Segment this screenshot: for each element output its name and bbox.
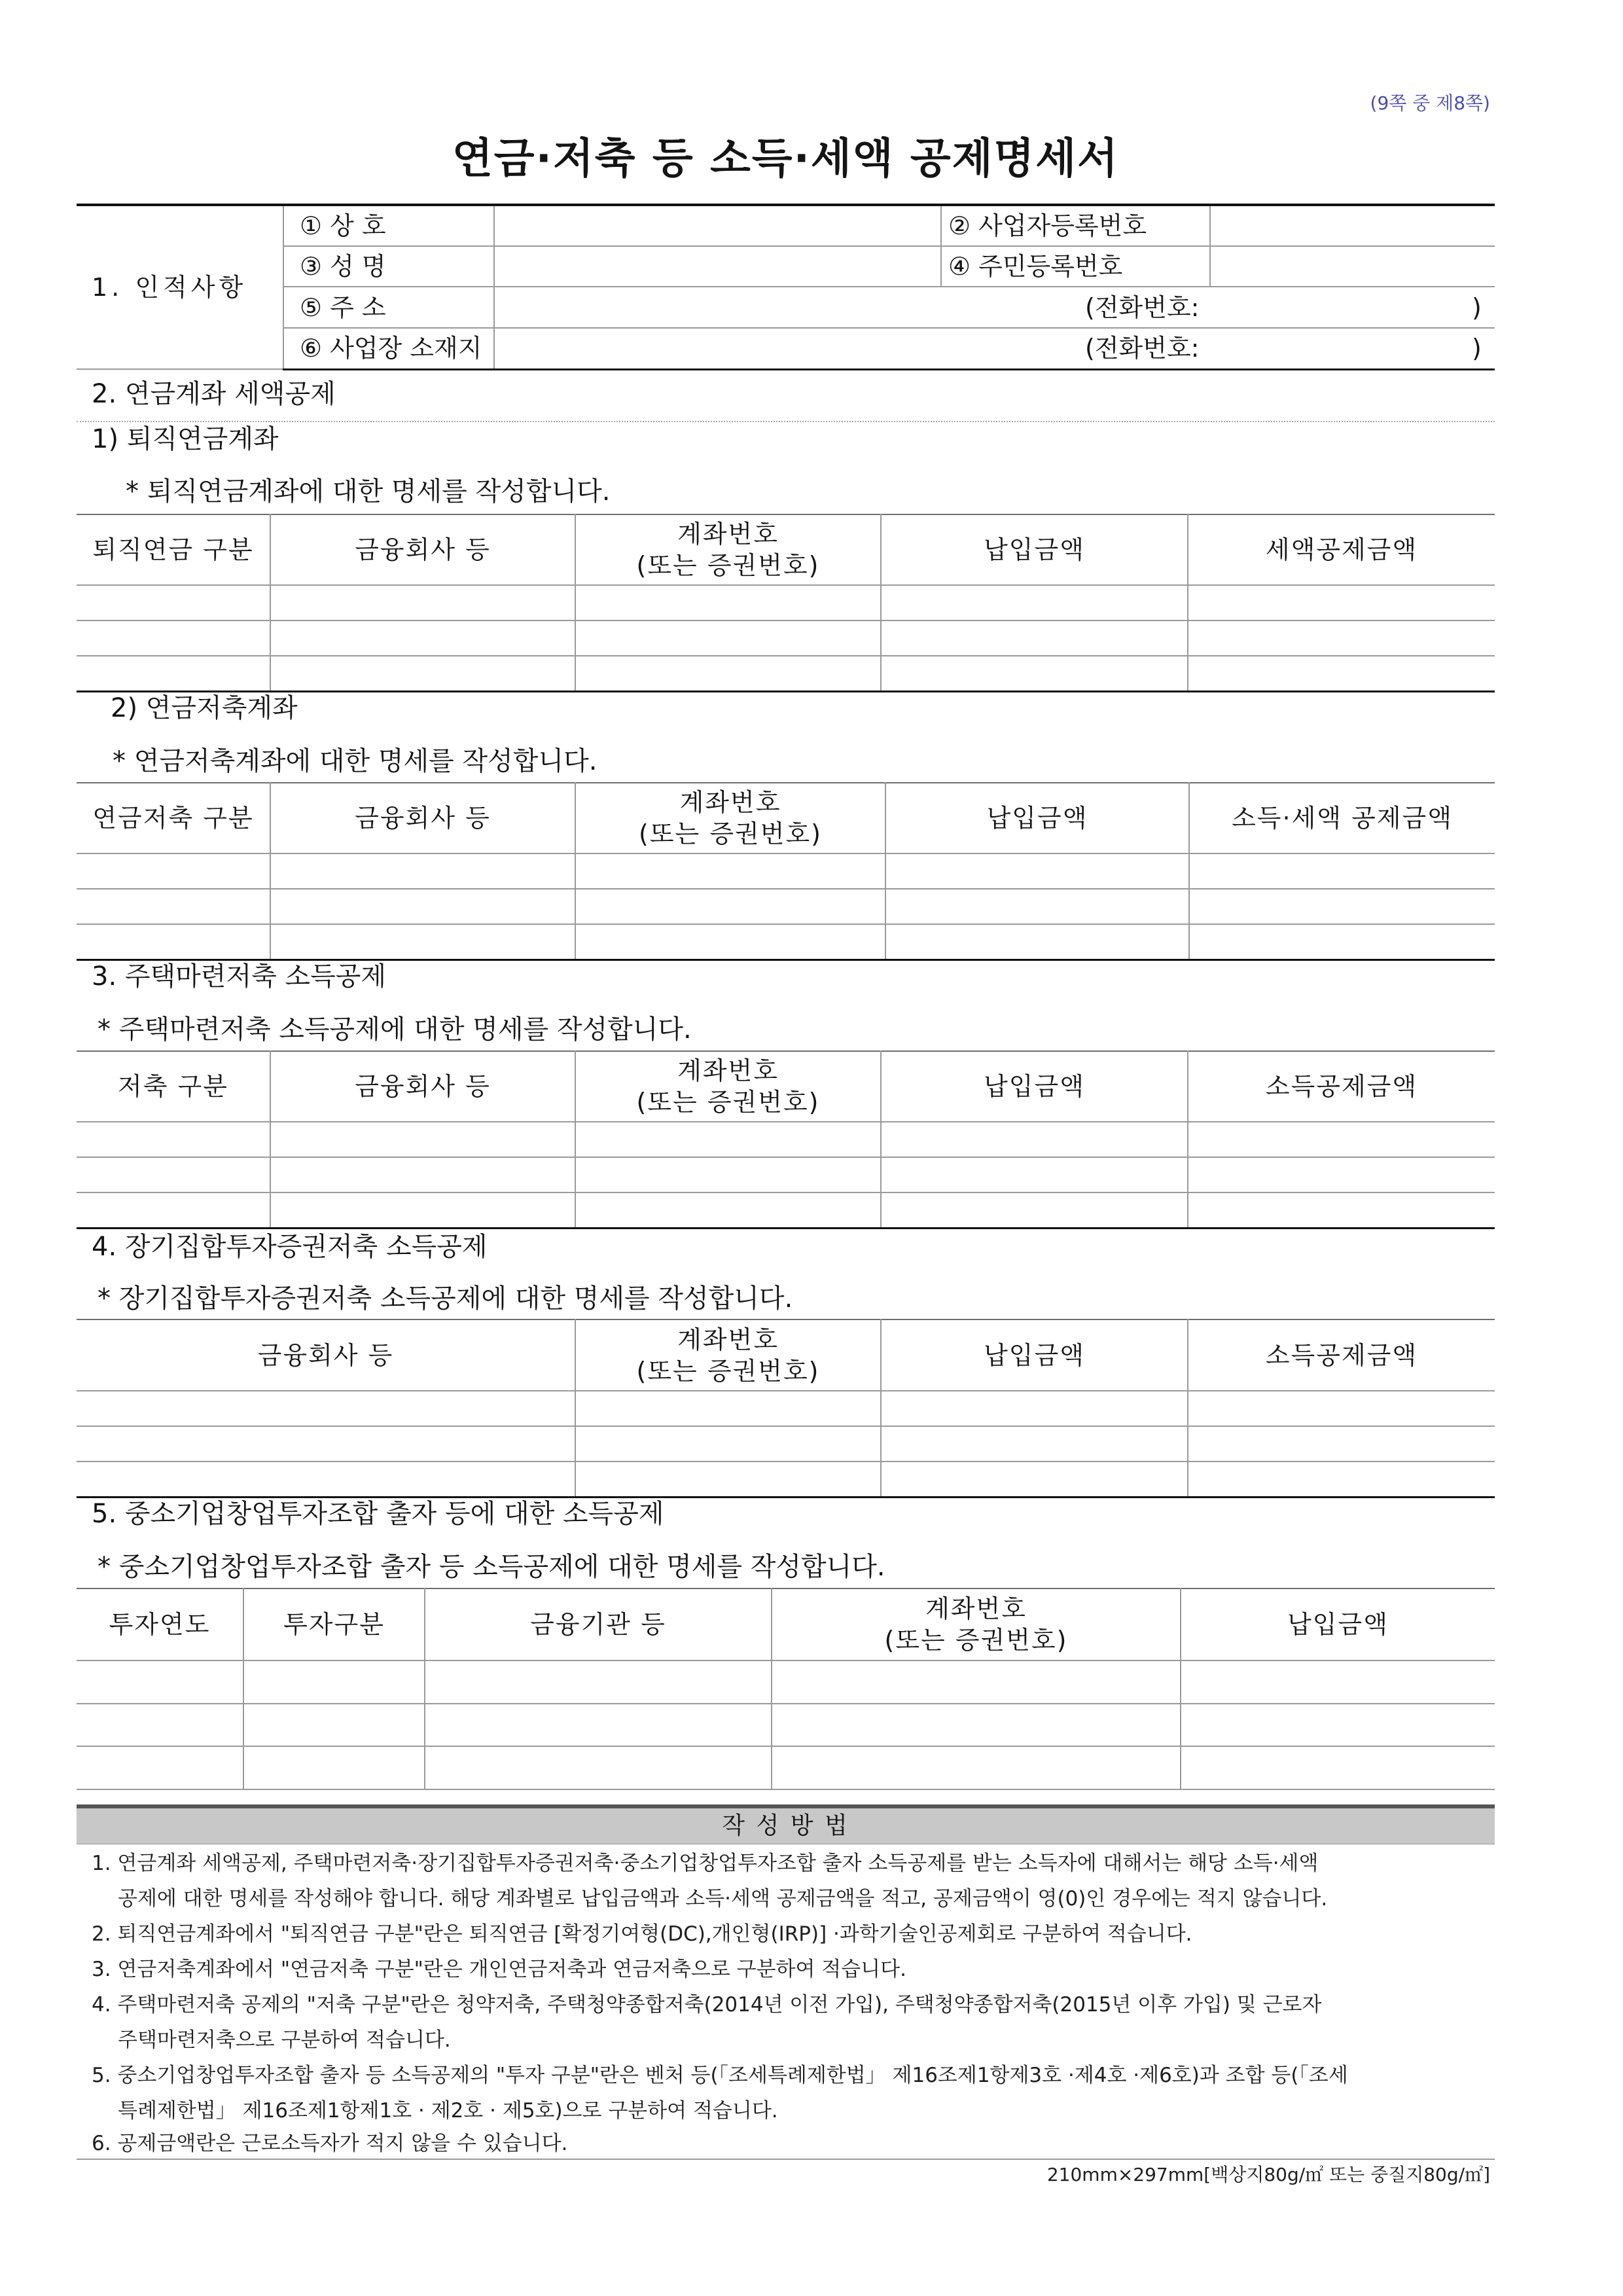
table-cell (1188, 1426, 1495, 1462)
income-tax-deduction-header: 소득·세액 공제금액 (1189, 783, 1495, 853)
pension-section-heading: 2. 연금계좌 세액공제 (92, 379, 336, 409)
table-cell (881, 1157, 1188, 1193)
retirement-pension-note: * 퇴직연금계좌에 대한 명세를 작성합니다. (126, 476, 611, 507)
instruction-item-5-line-2: 특례제한법」 제16조제1항제1호 · 제2호 · 제5호)으로 구분하여 적습니다. (118, 2099, 778, 2123)
tax-credit-amount-header: 세액공제금액 (1188, 514, 1495, 585)
table-cell (77, 1746, 243, 1789)
table-cell (270, 1122, 575, 1157)
sme-investment-section-heading: 5. 중소기업창업투자조합 출자 등에 대한 소득공제 (92, 1499, 664, 1529)
workplace-phone-label: (전화번호: (1085, 334, 1200, 363)
table-cell (77, 1426, 575, 1462)
table-row (77, 924, 1495, 960)
table-cell (772, 1704, 1181, 1746)
table-row (77, 1746, 1495, 1789)
table-row (77, 1157, 1495, 1193)
table-row (77, 1462, 1495, 1497)
table-cell (270, 620, 575, 656)
workplace-phone-close: ) (1472, 334, 1482, 363)
account-number-label: 계좌번호 (925, 1594, 1027, 1623)
personal-info-row (77, 328, 1495, 369)
account-number-sublabel: (또는 증권번호) (636, 1088, 820, 1117)
table-cell (1188, 656, 1495, 691)
table-header-row (77, 1588, 1495, 1660)
long-term-fund-note: * 장기집합투자증권저축 소득공제에 대한 명세를 작성합니다. (98, 1283, 793, 1314)
table-cell (270, 924, 575, 960)
table-row (77, 1391, 1495, 1426)
instruction-item-3: 3. 연금저축계좌에서 "연금저축 구분"란은 개인연금저축과 연금저축으로 구분하여 적습니다. (92, 1958, 906, 1981)
table-cell (270, 853, 575, 889)
personal-info-table (77, 204, 1495, 370)
table-cell (77, 585, 270, 620)
financial-company-header: 금융회사 등 (270, 514, 575, 585)
table-cell (1188, 1157, 1495, 1193)
table-cell (1188, 1122, 1495, 1157)
table-cell (1189, 889, 1495, 924)
address-phone-close: ) (1472, 293, 1482, 322)
workplace-phone-area (495, 329, 1495, 367)
address-field (494, 287, 1495, 328)
table-cell (243, 1660, 425, 1704)
investment-type-header: 투자구분 (243, 1588, 425, 1660)
table-cell (77, 889, 270, 924)
financial-institution-header: 금융기관 등 (425, 1588, 772, 1660)
payment-amount-header: 납입금액 (881, 514, 1188, 585)
table-row (77, 1193, 1495, 1228)
table-cell (575, 585, 881, 620)
table-cell (575, 853, 885, 889)
account-number-header (575, 1051, 881, 1122)
table-header-row (77, 1319, 1495, 1391)
personal-info-row (77, 246, 1495, 287)
housing-section-heading: 3. 주택마련저축 소득공제 (92, 961, 386, 992)
table-row (77, 585, 1495, 620)
table-row (77, 656, 1495, 691)
housing-savings-table (77, 1050, 1495, 1229)
table-cell (881, 1391, 1188, 1426)
table-cell (77, 1660, 243, 1704)
instruction-item-2: 2. 퇴직연금계좌에서 "퇴직연금 구분"란은 퇴직연금 [확정기여형(DC),개인형(IRP)] ·과학기술인공제회로 구분하여 적습니다. (92, 1922, 1192, 1946)
table-cell (772, 1660, 1181, 1704)
account-number-header (575, 514, 881, 585)
long-term-fund-table (77, 1319, 1495, 1498)
table-cell (425, 1660, 772, 1704)
address-label: ⑤ 주 소 (283, 287, 494, 328)
table-cell (575, 1122, 881, 1157)
table-cell (243, 1746, 425, 1789)
table-cell (270, 1193, 575, 1228)
address-phone-area (495, 289, 1495, 327)
housing-note: * 주택마련저축 소득공제에 대한 명세를 작성합니다. (98, 1014, 692, 1045)
table-cell (885, 853, 1189, 889)
table-cell (575, 1462, 881, 1497)
table-cell (243, 1704, 425, 1746)
table-cell (575, 656, 881, 691)
table-cell (881, 1193, 1188, 1228)
account-number-label: 계좌번호 (677, 520, 779, 548)
business-name-label: ① 상 호 (283, 205, 494, 246)
table-cell (1181, 1746, 1495, 1789)
table-cell (77, 1157, 270, 1193)
pension-savings-table (77, 782, 1495, 961)
account-number-label: 계좌번호 (679, 788, 781, 817)
financial-company-header: 금융회사 등 (270, 783, 575, 853)
form-title: 연금·저축 등 소득·세액 공제명세서 (452, 135, 1119, 183)
instruction-item-6: 6. 공제금액란은 근로소득자가 적지 않을 수 있습니다. (92, 2132, 568, 2155)
table-cell (575, 1193, 881, 1228)
table-cell (1189, 853, 1495, 889)
table-header-row (77, 783, 1495, 853)
retirement-pension-subheading: 1) 퇴직연금계좌 (92, 424, 279, 454)
table-cell (575, 1157, 881, 1193)
account-number-header (575, 1319, 881, 1391)
sme-investment-table (77, 1588, 1495, 1790)
income-deduction-header: 소득공제금액 (1188, 1319, 1495, 1391)
instruction-item-5-line-1: 5. 중소기업창업투자조합 출자 등 소득공제의 "투자 구분"란은 벤처 등(「조세특례제한법」 제16조제1항제3호 ·제4호 ·제6호)과 조합 등(「조세 (92, 2064, 1348, 2087)
savings-type-header: 연금저축 구분 (77, 783, 270, 853)
table-header-row (77, 1051, 1495, 1122)
table-cell (575, 620, 881, 656)
table-cell (1189, 924, 1495, 960)
table-cell (881, 1426, 1188, 1462)
table-cell (1188, 620, 1495, 656)
business-reg-no-field (1210, 205, 1495, 246)
table-cell (270, 656, 575, 691)
account-number-sublabel: (또는 증권번호) (884, 1626, 1068, 1655)
sme-investment-note: * 중소기업창업투자조합 출자 등 소득공제에 대한 명세를 작성합니다. (98, 1552, 885, 1582)
table-cell (885, 924, 1189, 960)
financial-company-header: 금융회사 등 (270, 1051, 575, 1122)
instruction-item-1-line-1: 1. 연금계좌 세액공제, 주택마련저축·장기집합투자증권저축·중소기업창업투자조합 출자 소득공제를 받는 소득자에 대해서는 해당 소득·세액 (92, 1852, 1319, 1875)
instruction-item-4-line-2: 주택마련저축으로 구분하여 적습니다. (118, 2028, 451, 2052)
table-cell (885, 889, 1189, 924)
table-cell (881, 1122, 1188, 1157)
name-label: ③ 성 명 (283, 246, 494, 287)
retirement-pension-table (77, 514, 1495, 692)
account-number-label: 계좌번호 (677, 1325, 779, 1354)
workplace-label: ⑥ 사업장 소재지 (283, 328, 494, 369)
table-cell (270, 585, 575, 620)
instruction-item-1-line-2: 공제에 대한 명세를 작성해야 합니다. 해당 계좌별로 납입금액과 소득·세액 공제금액을 적고, 공제금액이 영(0)인 경우에는 적지 않습니다. (118, 1887, 1328, 1910)
personal-info-row (77, 287, 1495, 328)
table-cell (1181, 1660, 1495, 1704)
instruction-item-4-line-1: 4. 주택마련저축 공제의 "저축 구분"란은 청약저축, 주택청약종합저축(2014년 이전 가입), 주택청약종합저축(2015년 이후 가입) 및 근로자 (92, 1993, 1322, 2017)
payment-amount-header: 납입금액 (885, 783, 1189, 853)
name-field (494, 246, 941, 287)
table-cell (77, 853, 270, 889)
payment-amount-header: 납입금액 (881, 1319, 1188, 1391)
table-cell (575, 889, 885, 924)
personal-info-row (77, 205, 1495, 246)
table-row (77, 1660, 1495, 1704)
table-cell (77, 924, 270, 960)
instructions-heading: 작 성 방 법 (77, 1804, 1495, 1844)
payment-amount-header: 납입금액 (1181, 1588, 1495, 1660)
table-row (77, 1122, 1495, 1157)
account-number-sublabel: (또는 증권번호) (639, 819, 822, 848)
table-cell (881, 656, 1188, 691)
financial-company-header: 금융회사 등 (77, 1319, 575, 1391)
account-number-sublabel: (또는 증권번호) (636, 1356, 820, 1386)
table-cell (77, 1193, 270, 1228)
account-number-header (575, 783, 885, 853)
business-name-field (494, 205, 941, 246)
table-cell (1181, 1704, 1495, 1746)
table-row (77, 620, 1495, 656)
resident-reg-no-label: ④ 주민등록번호 (941, 246, 1210, 287)
table-cell (575, 1426, 881, 1462)
income-deduction-header: 소득공제금액 (1188, 1051, 1495, 1122)
table-cell (270, 889, 575, 924)
savings-type-header: 저축 구분 (77, 1051, 270, 1122)
pension-type-header: 퇴직연금 구분 (77, 514, 270, 585)
table-cell (77, 656, 270, 691)
table-cell (772, 1746, 1181, 1789)
table-cell (1188, 585, 1495, 620)
table-cell (270, 1157, 575, 1193)
account-number-sublabel: (또는 증권번호) (636, 551, 820, 580)
pension-savings-subheading: 2) 연금저축계좌 (111, 693, 298, 723)
table-cell (1188, 1193, 1495, 1228)
table-row (77, 1426, 1495, 1462)
account-number-label: 계좌번호 (677, 1056, 779, 1085)
table-cell (77, 1704, 243, 1746)
paper-spec: 210mm×297mm[백상지80g/㎡ 또는 중질지80g/㎡] (1046, 2164, 1490, 2185)
table-cell (575, 1391, 881, 1426)
table-header-row (77, 514, 1495, 585)
workplace-field (494, 328, 1495, 369)
page-number: (9쪽 중 제8쪽) (1370, 92, 1490, 114)
personal-info-heading: 1. 인적사항 (77, 205, 283, 369)
table-cell (77, 1122, 270, 1157)
table-cell (77, 1462, 575, 1497)
long-term-fund-section-heading: 4. 장기집합투자증권저축 소득공제 (92, 1232, 488, 1262)
payment-amount-header: 납입금액 (881, 1051, 1188, 1122)
table-row (77, 853, 1495, 889)
business-reg-no-label: ② 사업자등록번호 (941, 205, 1210, 246)
investment-year-header: 투자연도 (77, 1588, 243, 1660)
table-cell (1188, 1391, 1495, 1426)
table-cell (77, 1391, 575, 1426)
pension-savings-note: * 연금저축계좌에 대한 명세를 작성합니다. (113, 746, 597, 776)
table-row (77, 889, 1495, 924)
address-phone-label: (전화번호: (1085, 293, 1200, 322)
account-number-header (772, 1588, 1181, 1660)
table-cell (425, 1704, 772, 1746)
instructions-bottom-rule (77, 2159, 1495, 2160)
table-cell (881, 620, 1188, 656)
table-row (77, 1704, 1495, 1746)
resident-reg-no-field (1210, 246, 1495, 287)
table-cell (575, 924, 885, 960)
table-cell (425, 1746, 772, 1789)
section-divider (77, 421, 1495, 422)
table-cell (881, 585, 1188, 620)
table-cell (1188, 1462, 1495, 1497)
table-cell (881, 1462, 1188, 1497)
table-cell (77, 620, 270, 656)
